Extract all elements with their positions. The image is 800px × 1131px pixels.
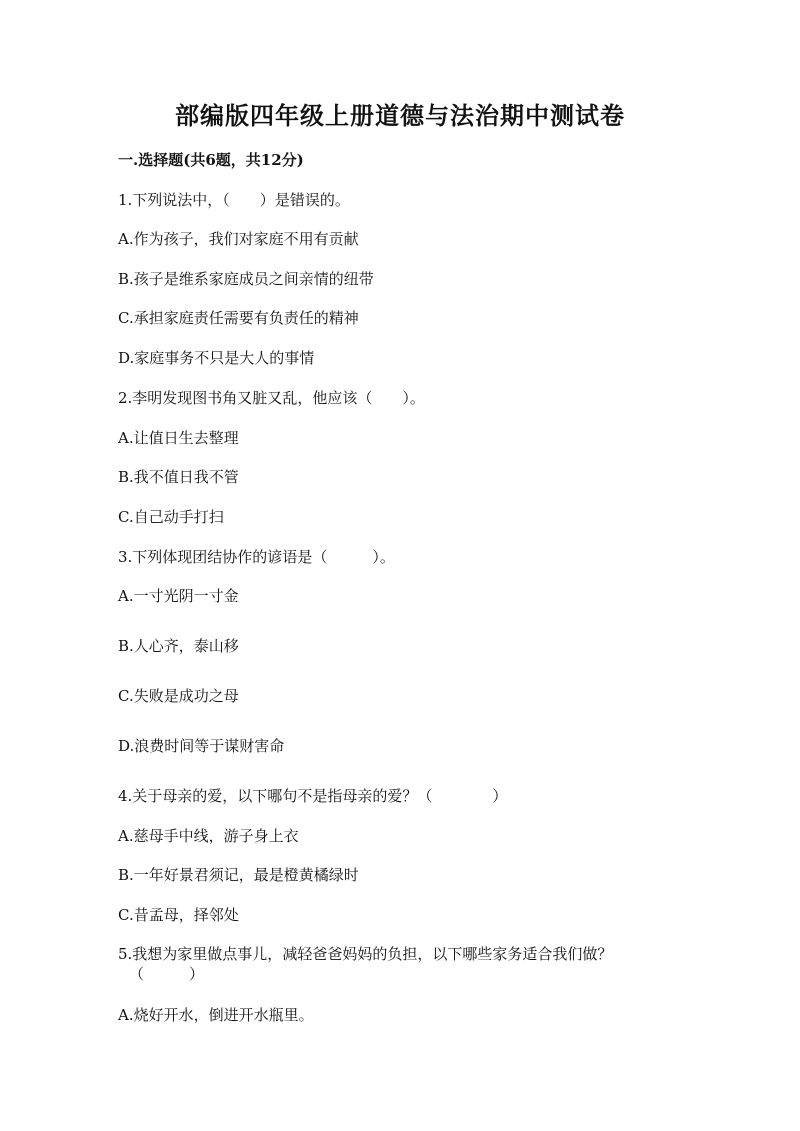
question-1-option-b: B.孩子是维系家庭成员之间亲情的纽带 [118, 270, 374, 288]
question-4-option-c: C.昔孟母，择邻处 [118, 906, 239, 924]
question-2-option-b: B.我不值日我不管 [118, 468, 239, 486]
question-3-option-d: D.浪费时间等于谋财害命 [118, 737, 285, 755]
question-1-option-a: A.作为孩子，我们对家庭不用有贡献 [118, 230, 359, 248]
question-3-option-b: B.人心齐，泰山移 [118, 637, 239, 655]
question-1-option-c: C.承担家庭责任需要有负责任的精神 [118, 309, 359, 327]
question-1-option-d: D.家庭事务不只是大人的事情 [118, 349, 315, 367]
question-1-stem: 1.下列说法中，（ ）是错误的。 [118, 191, 350, 209]
section-heading: 一.选择题(共6题，共12分) [118, 151, 304, 169]
question-2-option-c: C.自己动手打扫 [118, 508, 224, 526]
question-3-option-a: A.一寸光阴一寸金 [118, 587, 239, 605]
question-3-option-c: C.失败是成功之母 [118, 687, 239, 705]
question-5-stem-continuation: （ ） [129, 965, 205, 983]
question-5-stem: 5.我想为家里做点事儿，减轻爸爸妈妈的负担，以下哪些家务适合我们做？ [118, 945, 613, 963]
question-3-stem: 3.下列体现团结协作的谚语是（ ）。 [118, 548, 395, 566]
question-4-option-a: A.慈母手中线，游子身上衣 [118, 827, 299, 845]
question-2-stem: 2.李明发现图书角又脏又乱，他应该（ ）。 [118, 389, 425, 407]
question-4-option-b: B.一年好景君须记，最是橙黄橘绿时 [118, 866, 359, 884]
question-4-stem: 4.关于母亲的爱，以下哪句不是指母亲的爱？（ ） [118, 787, 508, 805]
page-title: 部编版四年级上册道德与法治期中测试卷 [175, 101, 625, 130]
question-2-option-a: A.让值日生去整理 [118, 429, 239, 447]
question-5-option-a: A.烧好开水，倒进开水瓶里。 [118, 1006, 314, 1024]
